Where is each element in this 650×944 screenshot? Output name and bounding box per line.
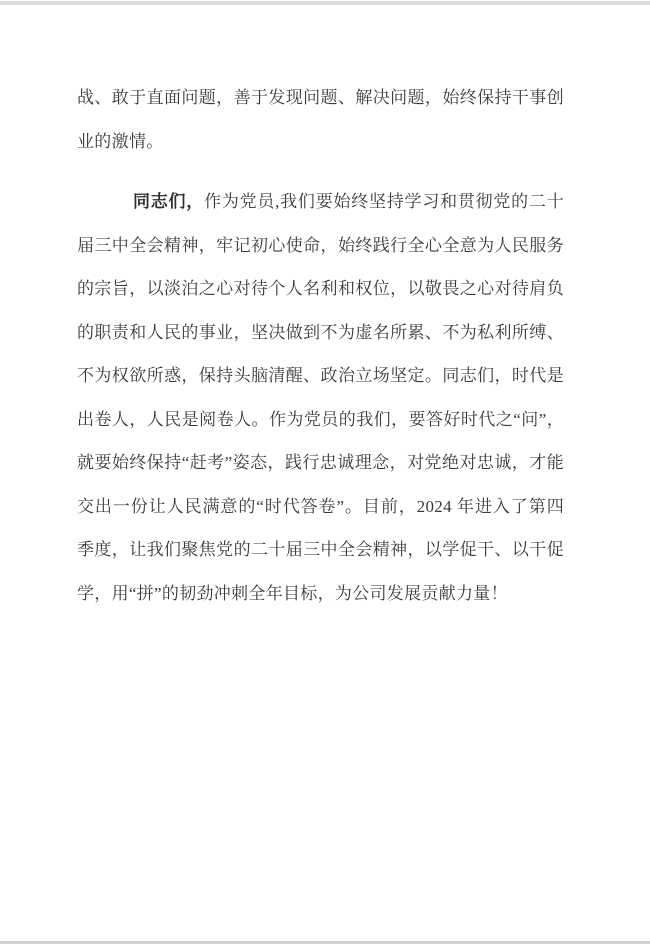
page-top-edge-line (0, 1, 650, 5)
paragraph (77, 76, 564, 163)
paragraph (77, 180, 564, 615)
document-text-body[interactable] (77, 76, 564, 615)
text-run: 战、敢于直面问题，善于发现问题、解决问题，始终保持干事创业的激情。 (77, 88, 564, 151)
text-run: 作为党员,我们要始终坚持学习和贯彻党的二十届三中全会精神，牢记初心使命，始终践行全心全意为人民服务的宗旨，以淡泊之心对待个人名利和权位，以敬畏之心对待肩负的职责和人民的事业，坚决做到不为虚名所累、不为私利所缚、不为权欲所惑，保持头脑清醒、政治立场坚定。同志们，时代是出卷人，人民是阅卷人。作为党员的我们，要答好时代之“问”，就要始终保持“赶考”姿态，践行忠诚理念，对党绝对忠诚，才能交出一份让人民满意的“时代答卷”。目前，2024 年进入了第四季度，让我们聚焦党的二十届三中全会精神，以学促干、以干促学，用“拼”的韧劲冲刺全年目标，为公司发展贡献力量！ (77, 192, 564, 603)
text-run-bold: 同志们， (133, 192, 205, 211)
